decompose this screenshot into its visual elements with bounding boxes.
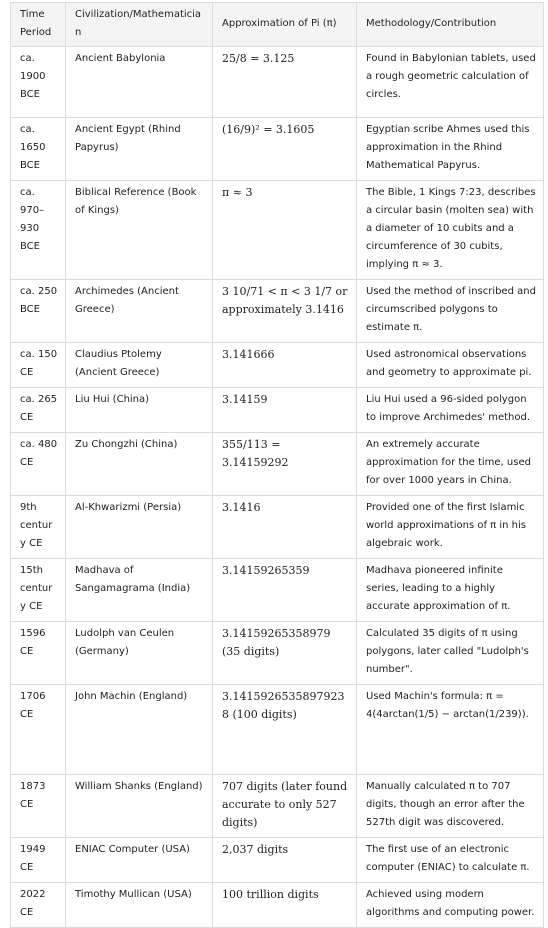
cell-methodology: Calculated 35 digits of π using polygons, later called "Ludolph's number". bbox=[357, 622, 544, 685]
table-row bbox=[11, 433, 544, 496]
cell-methodology: Manually calculated π to 707 digits, though an error after the 527th digit was discovered. bbox=[357, 775, 544, 838]
cell-approximation: 100 trillion digits bbox=[213, 883, 357, 928]
table-row bbox=[11, 47, 544, 118]
cell-civilization: Al-Khwarizmi (Persia) bbox=[66, 496, 213, 559]
cell-approximation: 2,037 digits bbox=[213, 838, 357, 883]
cell-methodology: Egyptian scribe Ahmes used this approximation in the Rhind Mathematical Papyrus. bbox=[357, 118, 544, 181]
cell-methodology: An extremely accurate approximation for the time, used for over 1000 years in China. bbox=[357, 433, 544, 496]
cell-period: 1706 CE bbox=[11, 685, 66, 775]
cell-period: ca. 1650 BCE bbox=[11, 118, 66, 181]
cell-methodology: Used the method of inscribed and circumscribed polygons to estimate π. bbox=[357, 280, 544, 343]
cell-methodology: Liu Hui used a 96-sided polygon to improve Archimedes' method. bbox=[357, 388, 544, 433]
cell-civilization: Ancient Babylonia bbox=[66, 47, 213, 118]
header-civilization: Civilization/Mathematician bbox=[66, 3, 213, 47]
cell-period: ca. 150 CE bbox=[11, 343, 66, 388]
cell-approximation: 3.14159265358979 (35 digits) bbox=[213, 622, 357, 685]
cell-period: 1949 CE bbox=[11, 838, 66, 883]
cell-period: ca. 265 CE bbox=[11, 388, 66, 433]
table-row bbox=[11, 181, 544, 280]
cell-approximation: 3.14159 bbox=[213, 388, 357, 433]
cell-approximation: 3.14159265358979238 (100 digits) bbox=[213, 685, 357, 775]
cell-period: ca. 970–930 BCE bbox=[11, 181, 66, 280]
cell-period: 1873 CE bbox=[11, 775, 66, 838]
cell-approximation: (16/9)² = 3.1605 bbox=[213, 118, 357, 181]
cell-approximation: 3.1416 bbox=[213, 496, 357, 559]
table-row bbox=[11, 883, 544, 928]
table-row bbox=[11, 496, 544, 559]
cell-period: ca. 250 BCE bbox=[11, 280, 66, 343]
cell-methodology: Used Machin's formula: π = 4(4arctan(1/5) − arctan(1/239)). bbox=[357, 685, 544, 775]
table-header bbox=[11, 3, 544, 47]
cell-approximation: 3.141666 bbox=[213, 343, 357, 388]
cell-approximation: 355/113 = 3.14159292 bbox=[213, 433, 357, 496]
header-methodology: Methodology/Contribution bbox=[357, 3, 544, 47]
cell-methodology: The first use of an electronic computer (ENIAC) to calculate π. bbox=[357, 838, 544, 883]
cell-civilization: Claudius Ptolemy (Ancient Greece) bbox=[66, 343, 213, 388]
cell-methodology: Madhava pioneered infinite series, leading to a highly accurate approximation of π. bbox=[357, 559, 544, 622]
cell-period: 2022 CE bbox=[11, 883, 66, 928]
table-body bbox=[11, 47, 544, 928]
cell-civilization: Biblical Reference (Book of Kings) bbox=[66, 181, 213, 280]
table-row bbox=[11, 388, 544, 433]
cell-methodology: The Bible, 1 Kings 7:23, describes a circular basin (molten sea) with a diameter of 10 cubits and a circumference of 30 cubits, implying π ≈ 3. bbox=[357, 181, 544, 280]
table-row bbox=[11, 775, 544, 838]
cell-civilization: Timothy Mullican (USA) bbox=[66, 883, 213, 928]
table-row bbox=[11, 685, 544, 775]
cell-civilization: Ludolph van Ceulen (Germany) bbox=[66, 622, 213, 685]
table-row bbox=[11, 280, 544, 343]
table-row bbox=[11, 622, 544, 685]
cell-methodology: Found in Babylonian tablets, used a rough geometric calculation of circles. bbox=[357, 47, 544, 118]
header-approximation: Approximation of Pi (π) bbox=[213, 3, 357, 47]
cell-approximation: 3.14159265359 bbox=[213, 559, 357, 622]
cell-civilization: Liu Hui (China) bbox=[66, 388, 213, 433]
header-row bbox=[11, 3, 544, 47]
cell-approximation: π ≈ 3 bbox=[213, 181, 357, 280]
table-row bbox=[11, 838, 544, 883]
cell-civilization: Ancient Egypt (Rhind Papyrus) bbox=[66, 118, 213, 181]
cell-approximation: 3 10/71 < π < 3 1/7 or approximately 3.1416 bbox=[213, 280, 357, 343]
cell-civilization: Madhava of Sangamagrama (India) bbox=[66, 559, 213, 622]
cell-methodology: Used astronomical observations and geometry to approximate pi. bbox=[357, 343, 544, 388]
cell-period: 15th century CE bbox=[11, 559, 66, 622]
cell-period: 9th century CE bbox=[11, 496, 66, 559]
header-time-period: Time Period bbox=[11, 3, 66, 47]
cell-methodology: Achieved using modern algorithms and computing power. bbox=[357, 883, 544, 928]
cell-approximation: 25/8 = 3.125 bbox=[213, 47, 357, 118]
table-row bbox=[11, 559, 544, 622]
cell-civilization: Zu Chongzhi (China) bbox=[66, 433, 213, 496]
cell-approximation: 707 digits (later found accurate to only 527 digits) bbox=[213, 775, 357, 838]
cell-period: ca. 480 CE bbox=[11, 433, 66, 496]
cell-civilization: Archimedes (Ancient Greece) bbox=[66, 280, 213, 343]
cell-civilization: William Shanks (England) bbox=[66, 775, 213, 838]
cell-methodology: Provided one of the first Islamic world approximations of π in his algebraic work. bbox=[357, 496, 544, 559]
cell-civilization: John Machin (England) bbox=[66, 685, 213, 775]
cell-period: 1596 CE bbox=[11, 622, 66, 685]
table-row bbox=[11, 343, 544, 388]
cell-civilization: ENIAC Computer (USA) bbox=[66, 838, 213, 883]
pi-history-table bbox=[10, 2, 544, 928]
table-row bbox=[11, 118, 544, 181]
cell-period: ca. 1900 BCE bbox=[11, 47, 66, 118]
